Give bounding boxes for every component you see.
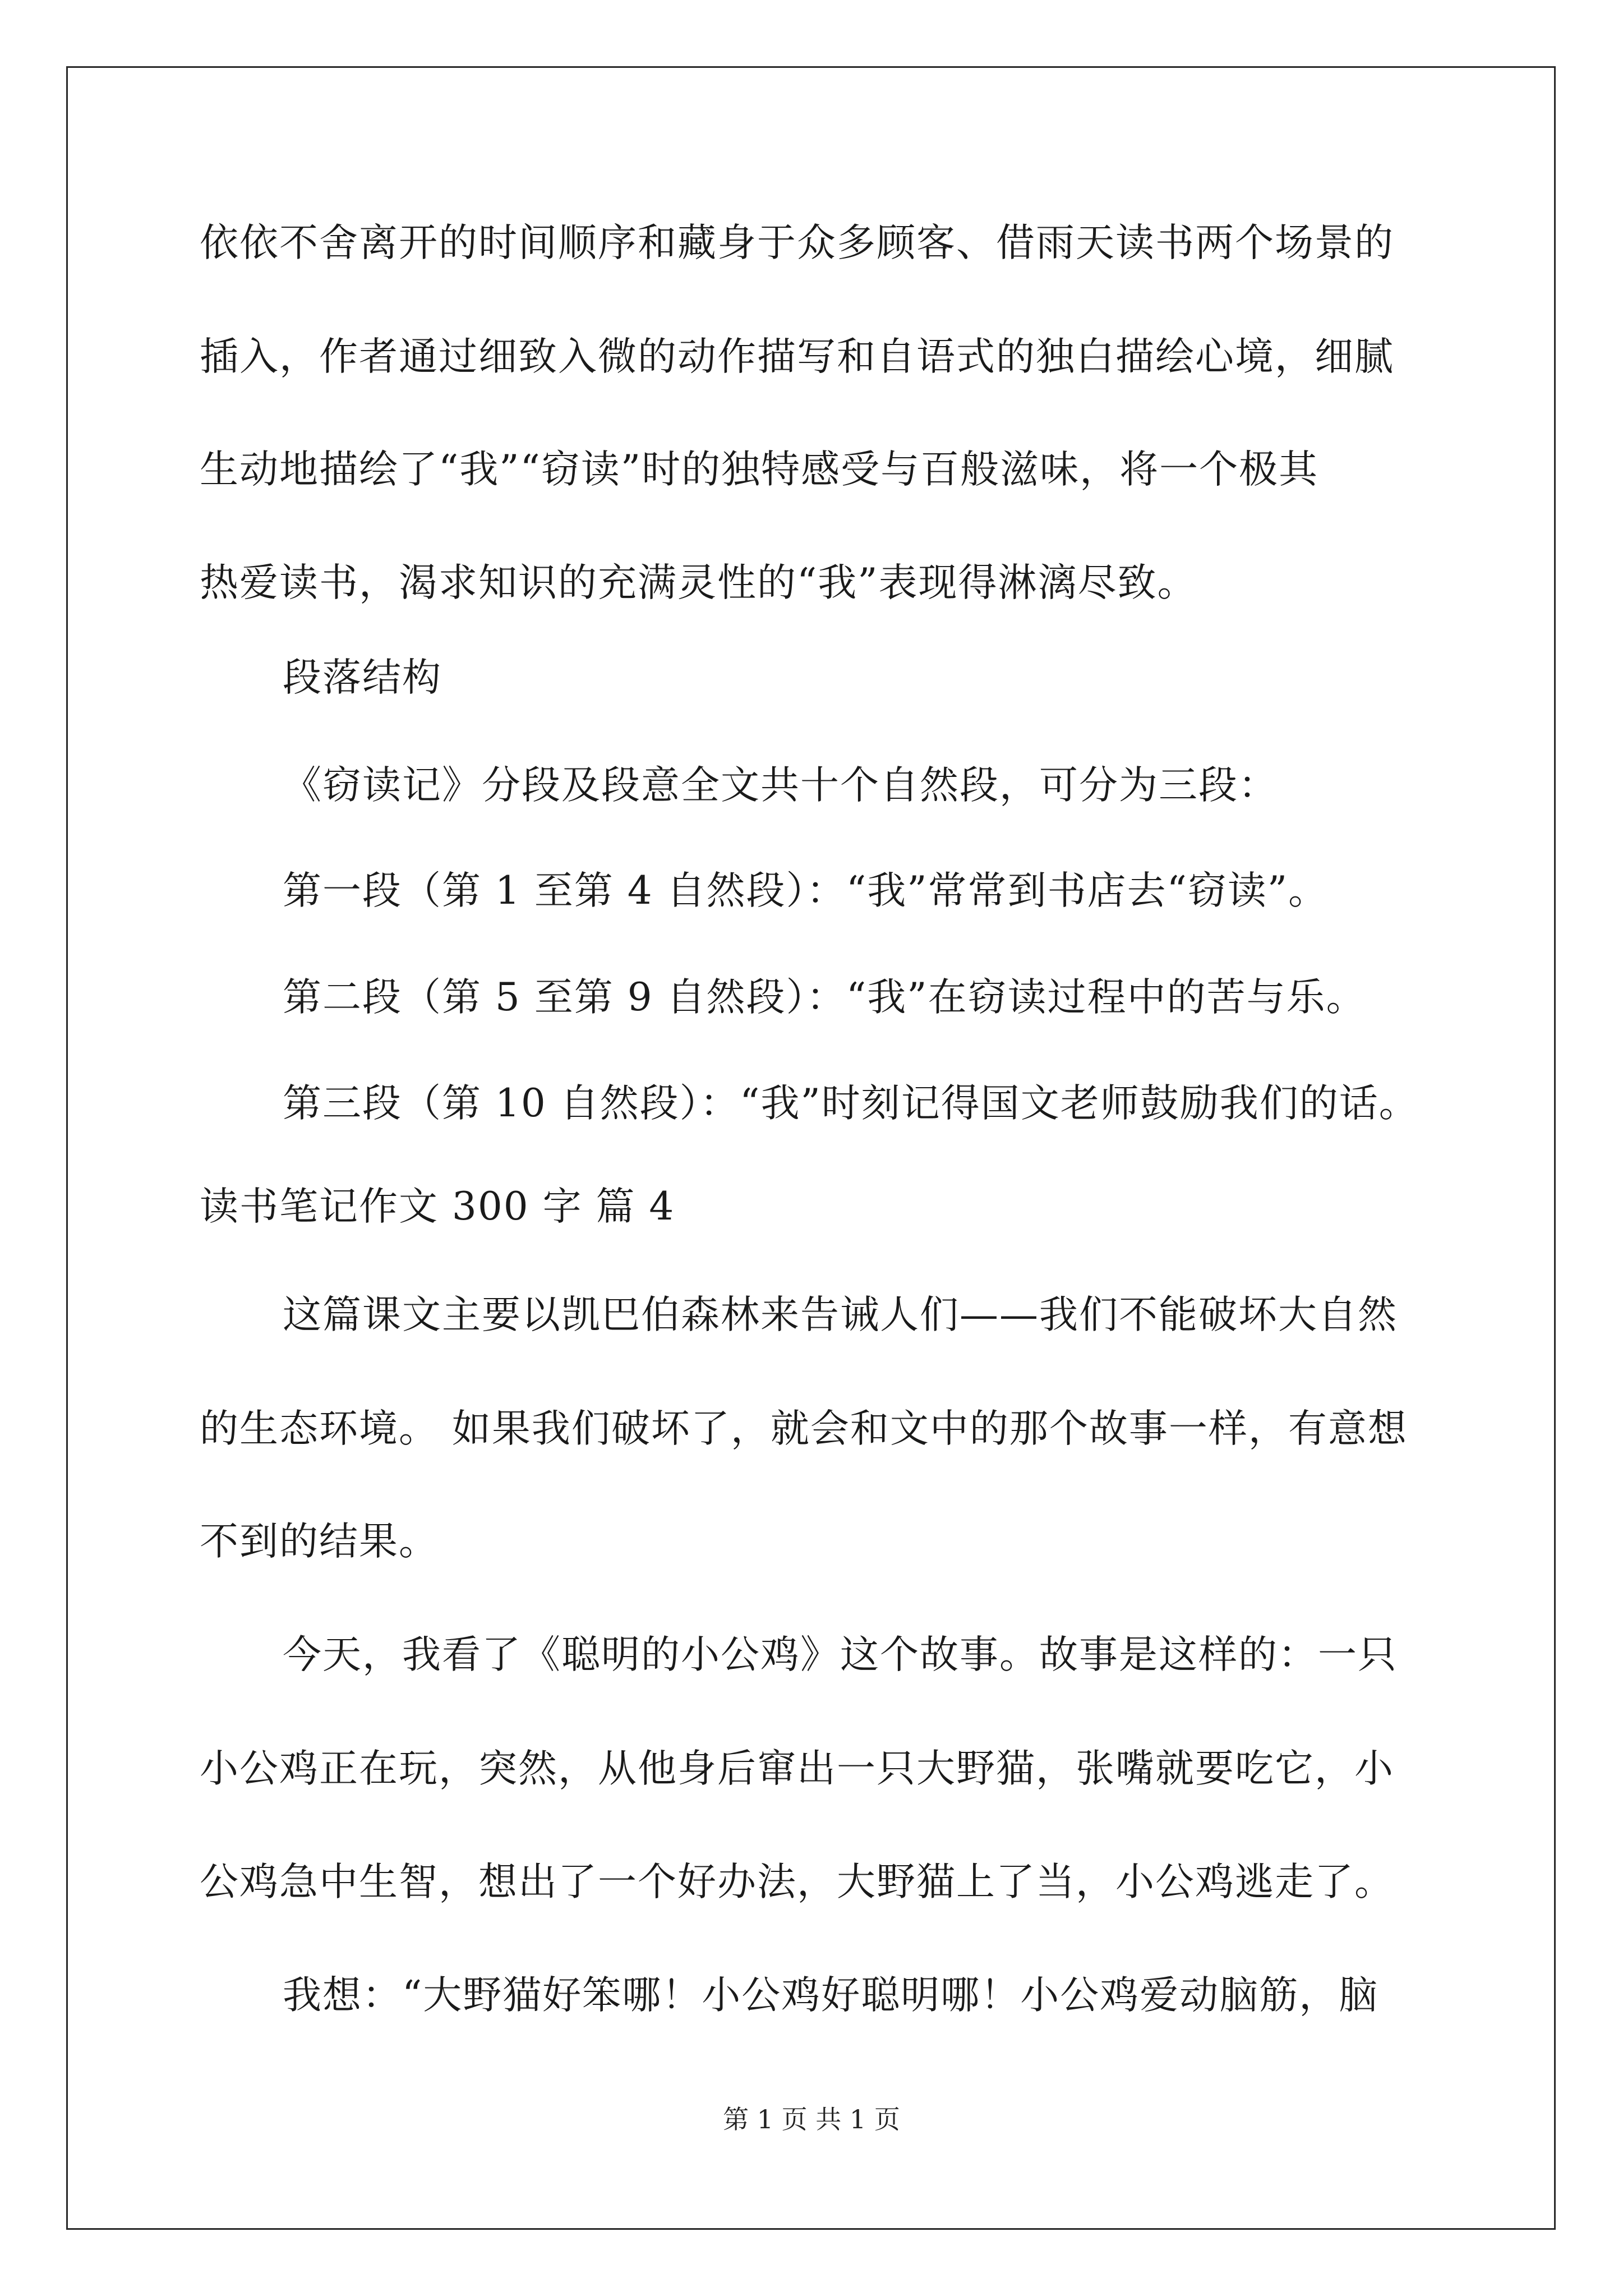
text-line: 热爱读书，渴求知识的充满灵性的“我”表现得淋漓尽致。 bbox=[200, 560, 1197, 605]
page-footer: 第 1 页 共 1 页 bbox=[723, 2104, 900, 2134]
article-title: 读书笔记作文 300 字 篇 4 bbox=[200, 1184, 675, 1229]
text-line: 公鸡急中生智，想出了一个好办法，大野猫上了当，小公鸡逃走了。 bbox=[200, 1860, 1394, 1904]
text-line: 的生态环境。 如果我们破坏了，就会和文中的那个故事一样，有意想 bbox=[200, 1406, 1408, 1451]
text-line: 依依不舍离开的时间顺序和藏身于众多顾客、借雨天读书两个场景的 bbox=[200, 220, 1394, 265]
text-line: 第三段（第 10 自然段）：“我”时刻记得国文老师鼓励我们的话。 bbox=[283, 1081, 1419, 1126]
text-line: 这篇课文主要以凯巴伯森林来告诫人们——我们不能破坏大自然 bbox=[283, 1292, 1398, 1337]
text-line: 今天，我看了《聪明的小公鸡》这个故事。故事是这样的：一只 bbox=[283, 1632, 1398, 1677]
text-line: 不到的结果。 bbox=[200, 1519, 439, 1564]
text-line: 第二段（第 5 至第 9 自然段）：“我”在窃读过程中的苦与乐。 bbox=[283, 975, 1366, 1020]
text-line: 第一段（第 1 至第 4 自然段）：“我”常常到书店去“窃读”。 bbox=[283, 868, 1329, 913]
text-line: 插入，作者通过细致入微的动作描写和自语式的独白描绘心境，细腻 bbox=[200, 334, 1394, 379]
text-line: 《窃读记》分段及段意全文共十个自然段，可分为三段： bbox=[283, 763, 1278, 808]
text-line: 生动地描绘了“我”“窃读”时的独特感受与百般滋味，将一个极其 bbox=[200, 447, 1319, 492]
section-heading: 段落结构 bbox=[283, 655, 442, 700]
text-line: 我想：“大野猫好笨哪！小公鸡好聪明哪！小公鸡爱动脑筋，脑 bbox=[283, 1973, 1379, 2018]
text-line: 小公鸡正在玩，突然，从他身后窜出一只大野猫，张嘴就要吃它，小 bbox=[200, 1746, 1394, 1791]
